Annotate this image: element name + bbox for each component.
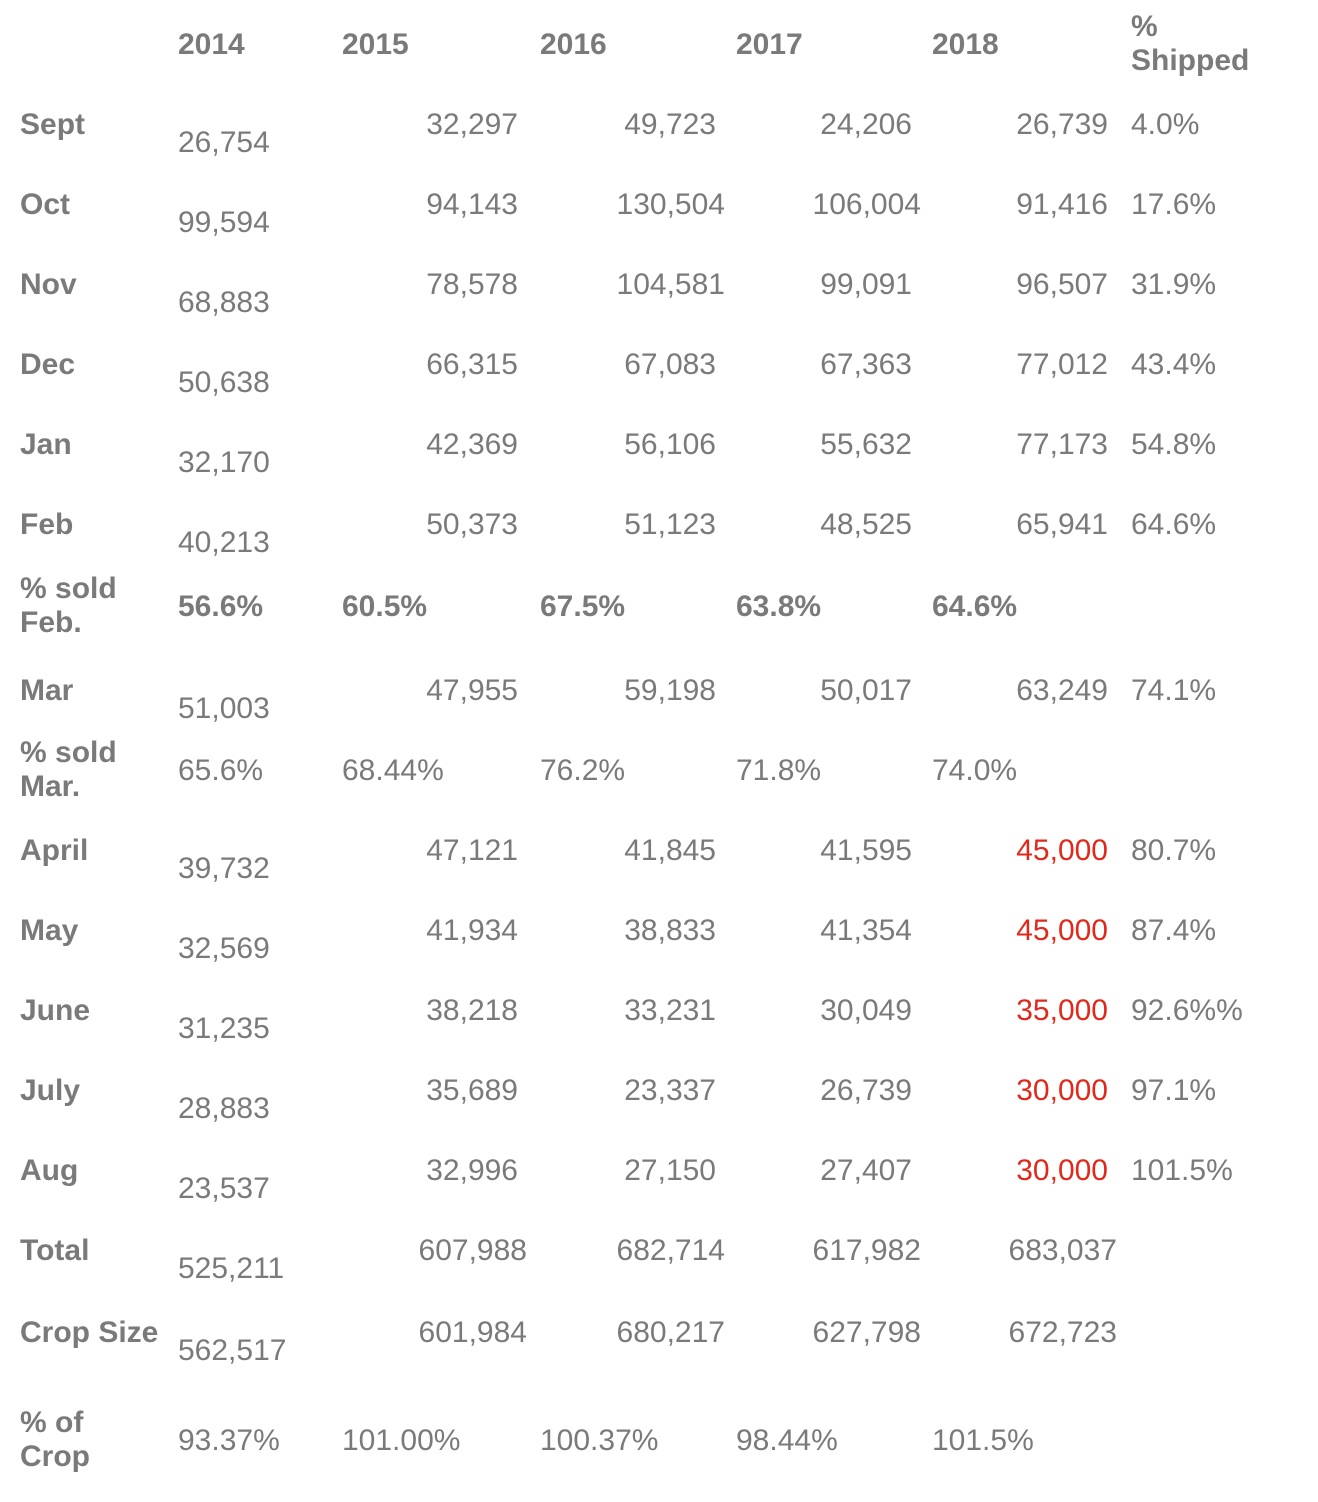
value-2016: 76.2%: [540, 754, 626, 787]
value-2016: 67.5%: [540, 590, 626, 623]
value-2015: 42,369: [426, 428, 518, 461]
value-2018-estimate: 45,000: [1016, 914, 1108, 947]
value-2015: 101.00%: [342, 1424, 461, 1457]
value-2018: 672,723: [1008, 1316, 1117, 1349]
value-2015: 47,955: [426, 674, 518, 707]
row-label: June: [20, 994, 91, 1027]
row-label: Aug: [20, 1154, 79, 1187]
value-2014: 39,732: [178, 852, 270, 885]
value-2018-estimate: 45,000: [1016, 834, 1108, 867]
value-pct-shipped: 54.8%: [1131, 428, 1217, 461]
header-pct-shipped: % Shipped: [1131, 10, 1250, 77]
value-2018: 63,249: [1016, 674, 1108, 707]
value-2015: 38,218: [426, 994, 518, 1027]
value-2014: 32,170: [178, 446, 270, 479]
value-2018: 65,941: [1016, 508, 1108, 541]
value-2018: 64.6%: [932, 590, 1018, 623]
value-2016: 100.37%: [540, 1424, 659, 1457]
value-2018: 77,173: [1016, 428, 1108, 461]
value-2016: 41,845: [624, 834, 716, 867]
header-2016: 2016: [540, 28, 607, 61]
value-2014: 51,003: [178, 692, 270, 725]
value-2018: 77,012: [1016, 348, 1108, 381]
value-pct-shipped: 74.1%: [1131, 674, 1217, 707]
value-2017: 617,982: [812, 1234, 921, 1267]
value-2018-estimate: 35,000: [1016, 994, 1108, 1027]
value-pct-shipped: 4.0%: [1131, 108, 1200, 141]
value-2017: 27,407: [820, 1154, 912, 1187]
row-label: % of Crop: [20, 1406, 90, 1473]
value-2016: 130,504: [616, 188, 725, 221]
value-2015: 41,934: [426, 914, 518, 947]
value-pct-shipped: 64.6%: [1131, 508, 1217, 541]
row-label: Sept: [20, 108, 86, 141]
value-2016: 33,231: [624, 994, 716, 1027]
value-2017: 627,798: [812, 1316, 921, 1349]
row-label: Nov: [20, 268, 77, 301]
value-2018-estimate: 30,000: [1016, 1074, 1108, 1107]
header-2015: 2015: [342, 28, 409, 61]
value-2015: 66,315: [426, 348, 518, 381]
row-label: Mar: [20, 674, 74, 707]
value-2018: 101.5%: [932, 1424, 1034, 1457]
value-2014: 562,517: [178, 1334, 287, 1367]
value-2018: 96,507: [1016, 268, 1108, 301]
value-2015: 78,578: [426, 268, 518, 301]
value-2014: 31,235: [178, 1012, 270, 1045]
value-2018: 74.0%: [932, 754, 1018, 787]
value-2014: 65.6%: [178, 754, 264, 787]
row-label: July: [20, 1074, 81, 1107]
row-label: % sold Feb.: [20, 572, 117, 639]
value-2017: 98.44%: [736, 1424, 838, 1457]
value-2016: 38,833: [624, 914, 716, 947]
row-label: Total: [20, 1234, 90, 1267]
value-2014: 50,638: [178, 366, 270, 399]
value-2016: 682,714: [616, 1234, 725, 1267]
value-2015: 94,143: [426, 188, 518, 221]
row-label: April: [20, 834, 89, 867]
value-2016: 49,723: [624, 108, 716, 141]
value-2014: 525,211: [178, 1252, 285, 1285]
value-2017: 99,091: [820, 268, 912, 301]
value-2014: 26,754: [178, 126, 270, 159]
value-2016: 51,123: [624, 508, 716, 541]
value-2016: 67,083: [624, 348, 716, 381]
value-2018: 91,416: [1016, 188, 1108, 221]
value-pct-shipped: 101.5%: [1131, 1154, 1233, 1187]
value-2015: 47,121: [426, 834, 518, 867]
value-2015: 32,996: [426, 1154, 518, 1187]
value-pct-shipped: 97.1%: [1131, 1074, 1217, 1107]
value-2016: 680,217: [616, 1316, 725, 1349]
value-pct-shipped: 31.9%: [1131, 268, 1217, 301]
value-2017: 63.8%: [736, 590, 822, 623]
value-2014: 99,594: [178, 206, 270, 239]
value-2017: 24,206: [820, 108, 912, 141]
value-2016: 23,337: [624, 1074, 716, 1107]
value-2016: 27,150: [624, 1154, 716, 1187]
value-2014: 56.6%: [178, 590, 264, 623]
value-2014: 32,569: [178, 932, 270, 965]
value-2017: 48,525: [820, 508, 912, 541]
value-2015: 35,689: [426, 1074, 518, 1107]
value-2014: 23,537: [178, 1172, 270, 1205]
value-2014: 93.37%: [178, 1424, 280, 1457]
value-pct-shipped: 17.6%: [1131, 188, 1217, 221]
value-2017: 41,354: [820, 914, 912, 947]
value-2015: 607,988: [418, 1234, 527, 1267]
value-2015: 50,373: [426, 508, 518, 541]
row-label: Crop Size: [20, 1316, 159, 1349]
value-2018: 26,739: [1016, 108, 1108, 141]
value-2017: 71.8%: [736, 754, 822, 787]
row-label: Oct: [20, 188, 71, 221]
value-2018: 683,037: [1008, 1234, 1117, 1267]
value-pct-shipped: 87.4%: [1131, 914, 1217, 947]
value-2014: 28,883: [178, 1092, 270, 1125]
value-2017: 41,595: [820, 834, 912, 867]
row-label: Feb: [20, 508, 74, 541]
header-2017: 2017: [736, 28, 803, 61]
value-2015: 32,297: [426, 108, 518, 141]
value-2017: 106,004: [812, 188, 921, 221]
row-label: May: [20, 914, 79, 947]
value-pct-shipped: 43.4%: [1131, 348, 1217, 381]
value-2016: 104,581: [616, 268, 725, 301]
value-2015: 601,984: [418, 1316, 527, 1349]
value-2018-estimate: 30,000: [1016, 1154, 1108, 1187]
value-2016: 56,106: [624, 428, 716, 461]
value-2017: 26,739: [820, 1074, 912, 1107]
row-label: % sold Mar.: [20, 736, 117, 803]
row-label: Jan: [20, 428, 72, 461]
value-2017: 30,049: [820, 994, 912, 1027]
value-pct-shipped: 80.7%: [1131, 834, 1217, 867]
header-2018: 2018: [932, 28, 999, 61]
value-2016: 59,198: [624, 674, 716, 707]
value-2017: 50,017: [820, 674, 912, 707]
value-2015: 60.5%: [342, 590, 428, 623]
row-label: Dec: [20, 348, 76, 381]
value-2017: 55,632: [820, 428, 912, 461]
value-2015: 68.44%: [342, 754, 444, 787]
value-2014: 40,213: [178, 526, 270, 559]
header-2014: 2014: [178, 28, 245, 61]
value-pct-shipped: 92.6%%: [1131, 994, 1243, 1027]
value-2014: 68,883: [178, 286, 270, 319]
value-2017: 67,363: [820, 348, 912, 381]
